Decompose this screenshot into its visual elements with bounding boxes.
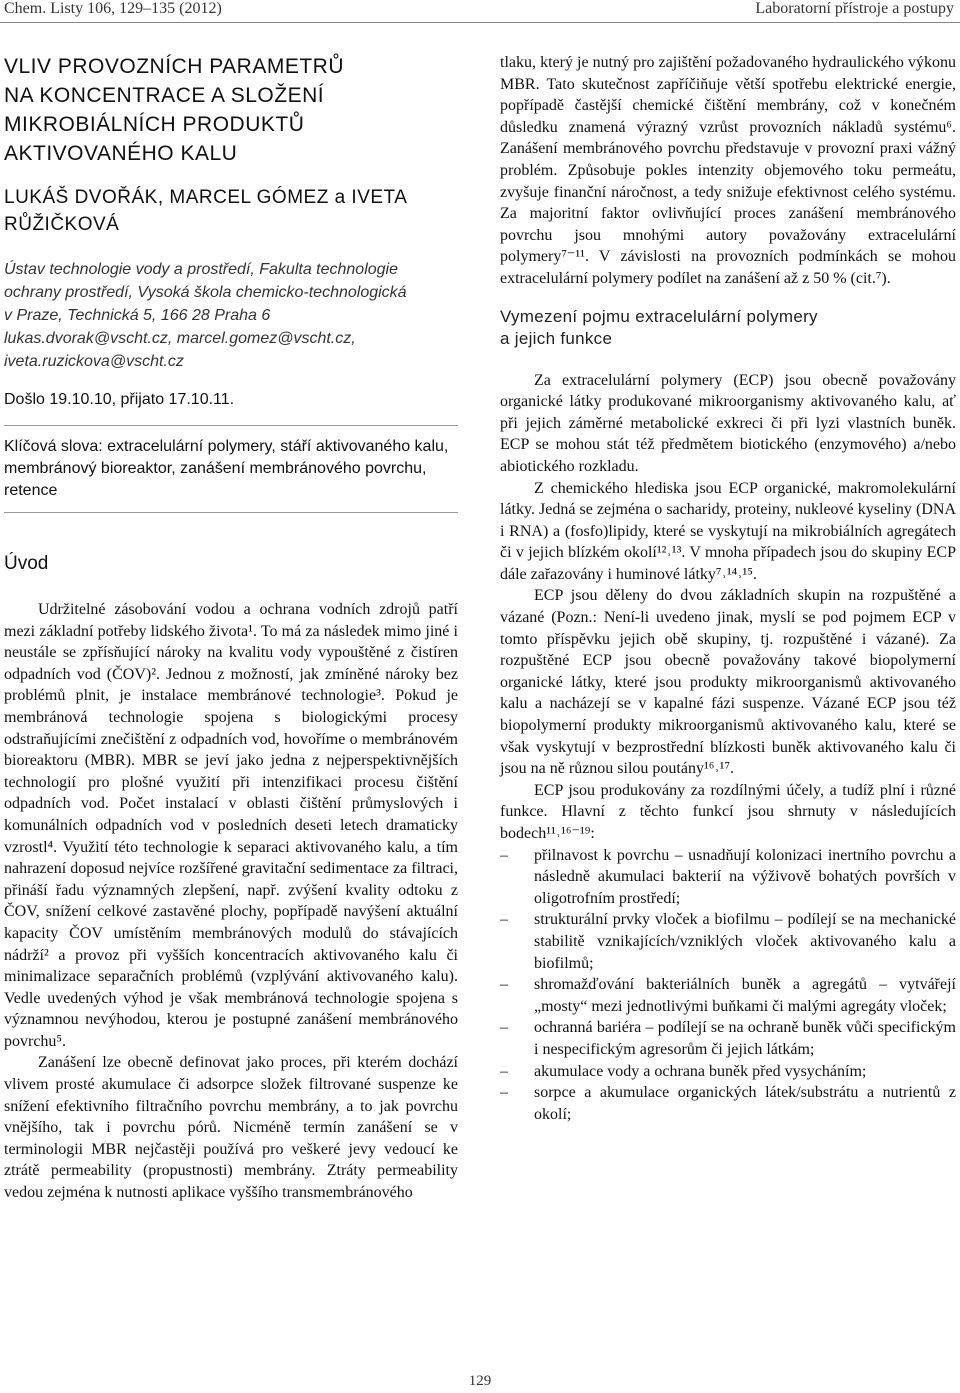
title-line: VLIV PROVOZNÍCH PARAMETRŮ: [4, 55, 344, 78]
title-line: AKTIVOVANÉHO KALU: [4, 142, 238, 165]
list-item: [500, 974, 956, 1017]
running-header: [0, 0, 960, 22]
dash-bullet: –: [500, 1084, 508, 1102]
header-rule: [0, 22, 960, 23]
body-paragraph: ECP jsou děleny do dvou základních skupin na rozpuštěné a vázané (Pozn.: Není-li uvedeno jinak, myslí se pod pojmem ECP v tomto příspěvku jejich obě skupiny, tj. rozpuštěné i vázané). Za rozpuštěné ECP jsou obecně považovány takové biopolymerní organické látky, které jsou produkty mikroorganismů aktivovaného kalu a nacházejí se v kapalné fázi suspenze. Vázané ECP jsou též biopolymerní produkty mikroorganismů aktivovaného kalu, které se však vyskytují v bezprostřední blízkosti buněk aktivovaného kalu či jsou na ně různou silou poutány¹⁶˒¹⁷.: [500, 587, 956, 778]
list-item-text: přilnavost k povrchu – usnadňují kolonizaci inertního povrchu a následně akumulaci bakterií na výživově bohatých površích v oligotrofním prostředí;: [534, 846, 956, 907]
subsection-heading-line: a jejich funkce: [500, 328, 613, 348]
list-item-text: sorpce a akumulace organických látek/substrátu a nutrientů z okolí;: [534, 1084, 956, 1123]
journal-citation: Chem. Listy 106, 129–135 (2012): [4, 0, 222, 17]
list-item-text: strukturální prvky vloček a biofilmu – podílejí se na mechanické stabilitě vznikajících/vzniklých vloček aktivovaného kalu a biofilmů;: [534, 911, 956, 972]
function-list: [500, 845, 956, 1126]
affiliation-line: Ústav technologie vody a prostředí, Fakulta technologie: [4, 261, 399, 278]
journal-section: Laboratorní přístroje a postupy: [755, 0, 954, 17]
list-item-text: akumulace vody a ochrana buněk před vysycháním;: [534, 1062, 867, 1080]
subsection-heading-line: Vymezení pojmu extracelulární polymery: [500, 306, 818, 326]
body-paragraph: Z chemického hlediska jsou ECP organické, makromolekulární látky. Jedná se zejména o sacharidy, proteiny, nukleové kyseliny (DNA i RNA) a (fosfo)lipidy, které se vyskytují na mikrobiálních agregátech či v jejich blízkém okolí¹²˒¹³. V mnoha případech jsou do skupiny ECP dále zařazovány i huminové látky⁷˒¹⁴˒¹⁵.: [500, 479, 956, 583]
list-item: [500, 1017, 956, 1060]
body-paragraph: tlaku, který je nutný pro zajištění požadovaného hydraulického výkonu MBR. Tato skutečnost zapříčiňuje větší spotřebu elektrické energie, popřípadě častější chemické čištění membrány, což v konečném důsledku znamená výrazný vzrůst provozních nákladů systému⁶. Zanášení membránového povrchu představuje v provozní praxi vážný problém. Způsobuje pokles intenzity objemového toku permeátu, zvyšuje finanční náročnost, a tedy snižuje efektivnost celého systému. Za majoritní faktor ovlivňující proces zanášení membránového povrchu jsou mnohými autory považovány extracelulární polymery⁷⁻¹¹. V závislosti na provozních podmínkách se mohou extracelulární polymery podílet na zanášení až z 50 % (cit.⁷).: [500, 54, 956, 287]
right-column: [500, 52, 956, 1125]
authors: LUKÁŠ DVOŘÁK, MARCEL GÓMEZ a IVETA RŮŽIČKOVÁ: [4, 187, 407, 235]
title-line: NA KONCENTRACE A SLOŽENÍ: [4, 84, 325, 107]
list-item-text: ochranná bariéra – podílejí se na ochraně buněk vůči specifickým i nespecifickým agresorům či jejich látkám;: [534, 1019, 956, 1058]
body-paragraph: Udržitelné zásobování vodou a ochrana vodních zdrojů patří mezi základní potřeby lidského života¹. To má za následek mimo jiné i neustále se zpřísňující nároky na kvalitu vody vypouštěné z čistíren odpadních vod (ČOV)². Jednou z možností, jak zmíněné nároky bez problémů plnit, je instalace membránové technologie³. Pokud je membránová technologie spojena s biologickými procesy odstraňujícími znečištění z odpadních vod, hovoříme o membránovém bioreaktoru (MBR). MBR se jeví jako jedna z nejperspektivnějších technologií pro plošné využití při intenzifikaci procesu čištění odpadních vod. Počet instalací v oblasti čištění průmyslových i komunálních odpadních vod v posledních deseti letech dramaticky vzrostl⁴. Využití této technologie k separaci aktivovaného kalu, a tím nahrazení doposud nejvíce rozšířené gravitační sedimentace za filtraci, přináší řadu významných zlepšení, např. zvýšení kvality odtoku z ČOV, snížení celkové zastavěné plochy, popřípadě navýšení aktuální kapacity ČOV umístěním membránových modulů do stávajících nádrží² a provoz při vyšších koncentracích aktivovaného kalu či minimalizace separačních problémů (vzplývání aktivovaného kalu). Vedle uvedených výhod je však membránová technologie spojena s významnou nevýhodou, kterou je postupné zanášení membránového povrchu⁵.: [4, 601, 458, 1050]
divider: [4, 512, 458, 513]
affiliation-line: v Praze, Technická 5, 166 28 Praha 6: [4, 307, 271, 324]
dash-bullet: –: [500, 911, 508, 929]
list-item: [500, 1082, 956, 1125]
page-number: 129: [468, 1373, 492, 1389]
list-item: [500, 845, 956, 910]
dash-bullet: –: [500, 1019, 508, 1037]
dash-bullet: –: [500, 846, 508, 864]
affiliation: [4, 258, 458, 373]
email-line: lukas.dvorak@vscht.cz, marcel.gomez@vscht.cz,: [4, 330, 356, 347]
list-item: [500, 909, 956, 974]
dash-bullet: –: [500, 976, 508, 994]
dash-bullet: –: [500, 1062, 508, 1080]
list-item: [500, 1061, 956, 1083]
left-column: [4, 52, 458, 1204]
affiliation-line: ochrany prostředí, Vysoká škola chemicko-technologická: [4, 284, 407, 301]
body-paragraph: Zanášení lze obecně definovat jako proces, při kterém dochází vlivem prosté akumulace či adsorpce složek filtrované suspenze ke snížení efektivního filtračního povrchu membrány, a to jak povrchu vnějšího, tak i povrchu pórů. Nicméně termín zanášení se v terminologii MBR nejčastěji používá pro veškeré jevy vedoucí ke ztrátě permeability (propustnosti) membrány. Ztráty permeability vedou zejména k nutnosti aplikace vyššího transmembránového: [4, 1054, 458, 1202]
received-date: Došlo 19.10.10, přijato 17.10.11.: [4, 391, 235, 408]
keywords: Klíčová slova: extracelulární polymery, stáří aktivovaného kalu, membránový bioreaktor, zanášení membránového povrchu, retence: [4, 438, 449, 499]
subsection-heading: [500, 306, 956, 350]
body-paragraph: Za extracelulární polymery (ECP) jsou obecně považovány organické látky produkované mikroorganismy aktivovaného kalu, ať při jejich záměrné metabolické exkreci či při lyzi vlastních buněk. ECP se mohou stát též předmětem biotického (enzymového) a/nebo abiotického rozkladu.: [500, 371, 956, 475]
email-line: iveta.ruzickova@vscht.cz: [4, 353, 184, 370]
article-title: [4, 52, 458, 168]
list-item-text: shromažďování bakteriálních buněk a agregátů – vytvářejí „mosty“ mezi jednotlivými buňkami či malými agregáty vloček;: [534, 976, 956, 1015]
title-line: MIKROBIÁLNÍCH PRODUKTŮ: [4, 113, 305, 136]
body-paragraph: ECP jsou produkovány za rozdílnými účely, a tudíž plní i různé funkce. Hlavní z těchto funkcí jsou shrnuty v následujících bodech¹¹˒¹⁶⁻¹⁹:: [500, 781, 956, 842]
section-heading-intro: Úvod: [4, 553, 49, 574]
